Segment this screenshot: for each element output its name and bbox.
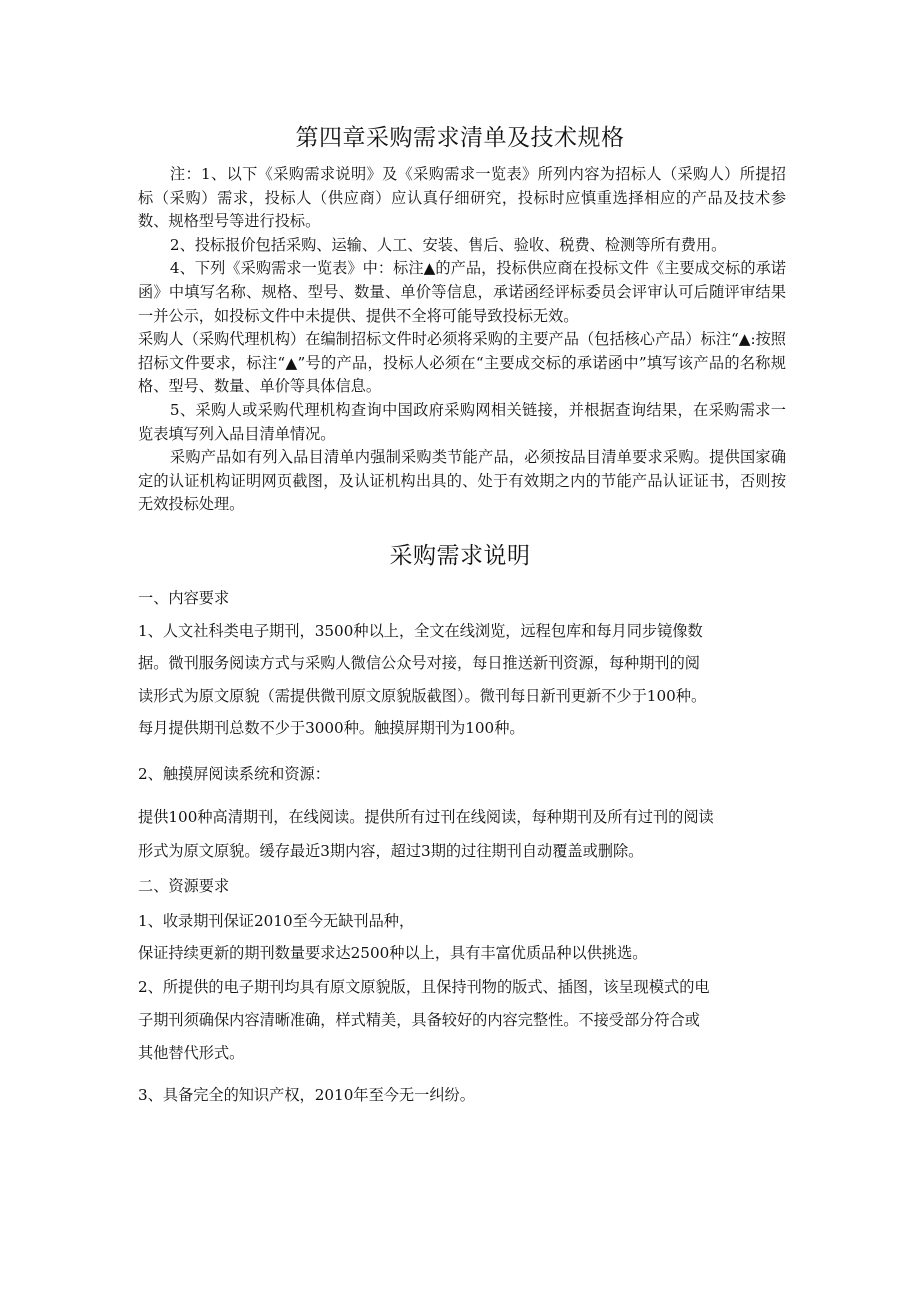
body-line: 3、具备完全的知识产权，2010年至今无一纠纷。	[138, 1086, 475, 1104]
section-title: 采购需求说明	[389, 543, 531, 569]
note-paragraph: 采购人（采购代理机构）在编制招标文件时必须将采购的主要产品（包括核心产品）标注“▲:按照招标文件要求，标注“▲”号的产品，投标人必须在“主要成交标的承诺函中”填写该产品的名称规格、型号、数量、单价等具体信息。	[138, 330, 786, 396]
body-line: 子期刊须确保内容清晰准确，样式精美，具备较好的内容完整性。不接受部分符合或	[138, 1011, 700, 1029]
resource-item-1	[138, 905, 788, 969]
body-line: 2、所提供的电子期刊均具有原文原貌版，且保持刊物的版式、插图，该呈现模式的电	[138, 978, 710, 996]
notes-block	[138, 163, 786, 517]
note-paragraph: 注：1、以下《采购需求说明》及《采购需求一览表》所列内容为招标人（采购人）所提招标（采购）需求，投标人（供应商）应认真仔细研究，投标时应慎重选择相应的产品及技术参数、规格型号等进行投标。	[138, 165, 786, 231]
resource-item-2	[138, 971, 788, 1070]
content-item-2	[138, 759, 788, 790]
resource-item-3	[138, 1080, 788, 1111]
note-paragraph: 5、采购人或采购代理机构查询中国政府采购网相关链接，并根据查询结果，在采购需求一览表填写列入品目清单情况。	[138, 400, 786, 443]
body-line: 每月提供期刊总数不少于3000种。触摸屏期刊为100种。	[138, 718, 525, 737]
note-paragraph: 2、投标报价包括采购、运输、人工、安装、售后、验收、税费、检测等所有费用。	[169, 235, 727, 254]
body-line: 据。微刊服务阅读方式与采购人微信公众号对接，每日推送新刊资源，每种期刊的阅	[138, 654, 700, 673]
body-line: 2、触摸屏阅读系统和资源：	[138, 765, 330, 783]
content-item-2-detail	[138, 800, 788, 868]
body-line: 保证持续更新的期刊数量要求达2500种以上，具有丰富优质品种以供挑选。	[138, 944, 648, 962]
body-line: 1、人文社科类电子期刊，3500种以上，全文在线浏览，远程包库和每月同步镜像数	[138, 622, 703, 640]
body-line: 1、收录期刊保证2010至今无缺刊品种，	[138, 912, 415, 930]
note-paragraph: 4、下列《采购需求一览表》中：标注▲的产品，投标供应商在投标文件《主要成交标的承诺函》中填写名称、规格、型号、数量、单价等信息，承诺函经评标委员会评审认可后随评审结果一并公示，如投标文件中未提供、提供不全将可能导致投标无效。	[138, 259, 786, 325]
section-heading: 二、资源要求	[138, 877, 230, 895]
content-requirements	[138, 583, 788, 614]
body-line: 其他替代形式。	[138, 1044, 245, 1062]
note-paragraph: 采购产品如有列入品目清单内强制采购类节能产品，必须按品目清单要求采购。提供国家确定的认证机构证明网页截图，及认证机构出具的、处于有效期之内的节能产品认证证书，否则按无效投标处理。	[138, 448, 786, 514]
body-line: 提供100种高清期刊，在线阅读。提供所有过刊在线阅读，每种期刊及所有过刊的阅读	[138, 808, 714, 826]
body-line: 形式为原文原貌。缓存最近3期内容，超过3期的过往期刊自动覆盖或删除。	[138, 842, 644, 860]
section-heading: 一、内容要求	[138, 589, 230, 607]
content-item-1	[138, 615, 788, 744]
chapter-title: 第四章采购需求清单及技术规格	[295, 125, 625, 151]
body-line: 读形式为原文原貌（需提供微刊原文原貌版截图）。微刊每日新刊更新不少于100种。	[138, 686, 707, 705]
resource-requirements	[138, 871, 788, 902]
